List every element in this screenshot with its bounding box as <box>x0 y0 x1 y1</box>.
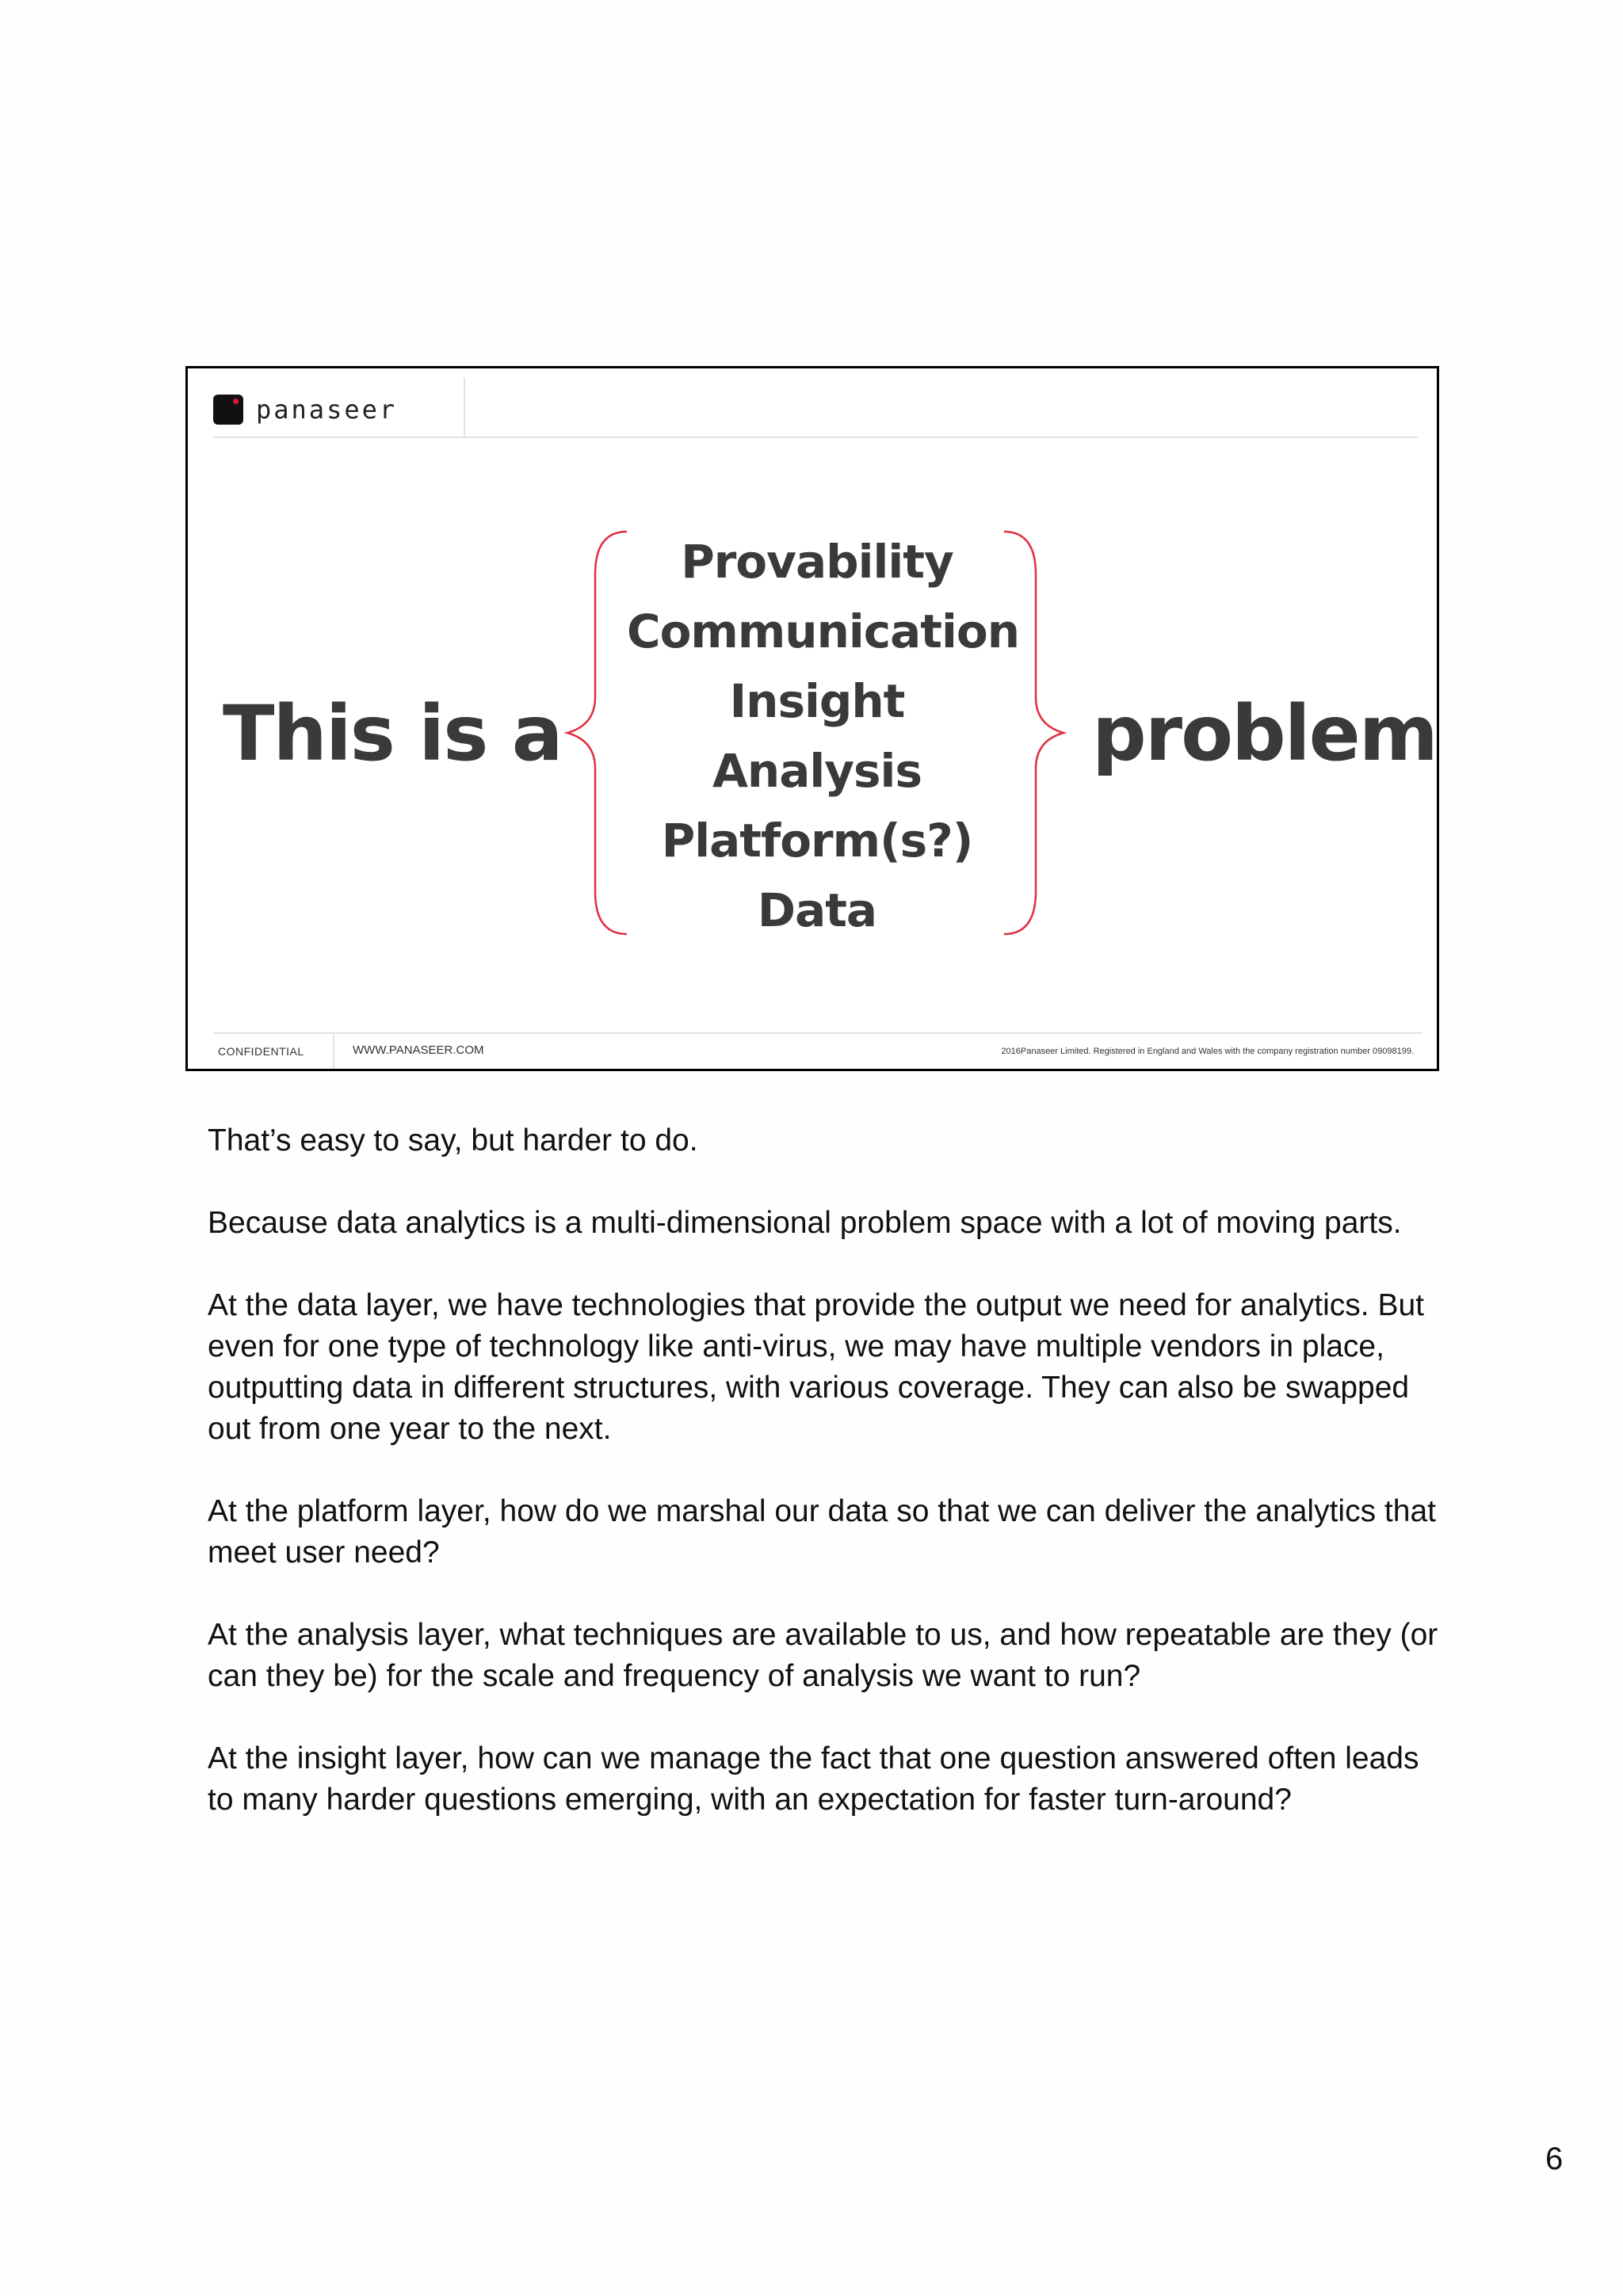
slide-right-text: problem <box>1092 689 1437 778</box>
layer-data: Data <box>757 883 877 937</box>
footer-confidential: CONFIDENTIAL <box>218 1045 304 1058</box>
notes-paragraph: At the insight layer, how can we manage the fact that one question answered often leads to many harder questions emerging, with an expectation for faster turn-around? <box>208 1741 1419 1817</box>
logo-mark-icon <box>213 395 243 425</box>
layer-provability: Provability <box>681 535 953 589</box>
layer-communication: Communication <box>627 605 1020 658</box>
header-divider <box>464 378 465 437</box>
notes-paragraph: Because data analytics is a multi-dimensional problem space with a lot of moving parts. <box>208 1206 1402 1240</box>
notes-paragraph: That’s easy to say, but harder to do. <box>208 1123 698 1158</box>
left-curly-brace-icon <box>559 527 631 939</box>
slide-left-text: This is a <box>223 689 562 778</box>
notes-paragraph: At the data layer, we have technologies that provide the output we need for analytics. But even for one type of technology like anti-virus, we may have multiple vendors in place, outputting data in different structures, with various coverage. They can also be swapped out from one year to the next. <box>208 1288 1424 1446</box>
page-number: 6 <box>1545 2142 1564 2176</box>
footer-divider <box>333 1034 334 1070</box>
logo-text: panaseer <box>256 395 398 425</box>
notes-paragraph: At the platform layer, how do we marshal our data so that we can deliver the analytics that meet user need? <box>208 1494 1436 1569</box>
footer-url: WWW.PANASEER.COM <box>353 1043 484 1057</box>
slide-header <box>213 378 1418 438</box>
notes-paragraph: At the analysis layer, what techniques are available to us, and how repeatable are they (or can they be) for the scale and frequency of analysis we want to run? <box>208 1618 1438 1693</box>
layer-analysis: Analysis <box>712 744 922 798</box>
layer-platform: Platform(s?) <box>661 814 973 868</box>
slide-thumbnail <box>185 366 1439 1071</box>
problem-layers-list <box>627 527 1020 945</box>
right-curly-brace-icon <box>1000 527 1071 939</box>
panaseer-logo <box>213 387 397 432</box>
layer-insight: Insight <box>729 674 905 728</box>
speaker-notes <box>208 1120 1444 1862</box>
slide-footer <box>213 1032 1422 1070</box>
footer-copyright: 2016Panaseer Limited. Registered in England and Wales with the company registration number 09098199. <box>1001 1047 1414 1056</box>
